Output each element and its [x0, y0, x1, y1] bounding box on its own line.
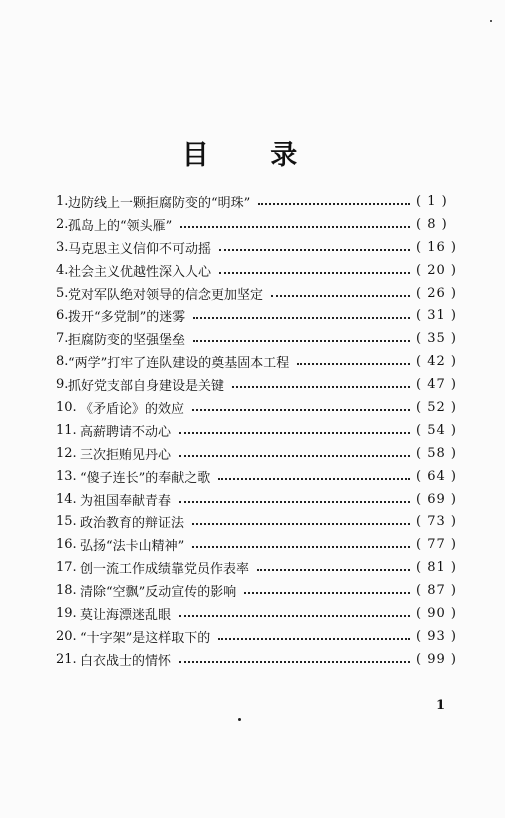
entry-page: ( 8 ): [416, 216, 448, 232]
toc-entry: [56, 213, 466, 236]
toc-entry: [56, 190, 466, 213]
toc-entry: [56, 396, 466, 419]
dot-leader: [218, 625, 410, 640]
toc-entry: [56, 350, 466, 373]
scan-speck: [490, 20, 492, 22]
dot-leader: [179, 442, 410, 457]
entry-page: ( 58 ): [416, 445, 457, 461]
entry-number: 14.: [56, 491, 77, 507]
entry-page: ( 1 ): [416, 193, 448, 209]
toc-entry: [56, 510, 466, 533]
toc-entry: [56, 236, 466, 259]
toc-entry: [56, 419, 466, 442]
dot-leader: [179, 488, 410, 503]
entry-page: ( 42 ): [416, 354, 457, 370]
entry-number: 21.: [56, 651, 77, 667]
entry-number: 20.: [56, 628, 77, 644]
entry-number: 12.: [56, 445, 77, 461]
entry-page: ( 77 ): [416, 537, 457, 553]
dot-leader: [192, 533, 410, 548]
entry-title: 拒腐防变的坚强堡垒: [68, 333, 186, 349]
toc-list: [56, 190, 466, 671]
toc-entry: [56, 465, 466, 488]
entry-title: 为祖国奉献青春: [80, 493, 172, 509]
entry-page: ( 87 ): [416, 583, 457, 599]
entry-title: 弘扬“法卡山精神”: [80, 539, 185, 555]
toc-entry: [56, 282, 466, 305]
entry-title: 白衣战士的情怀: [80, 653, 172, 669]
entry-number: 3.: [56, 239, 69, 255]
entry-title: “傻子连长”的奉献之歌: [80, 470, 211, 486]
dot-leader: [232, 373, 410, 388]
entry-title: 抓好党支部自身建设是关键: [68, 379, 225, 395]
dot-leader: [179, 419, 410, 434]
toc-entry: [56, 259, 466, 282]
toc-entry: [56, 602, 466, 625]
entry-page: ( 52 ): [416, 399, 457, 415]
entry-title: “十字架”是这样取下的: [80, 630, 211, 646]
entry-title: “两学”打牢了连队建设的奠基固本工程: [68, 356, 290, 372]
entry-number: 11.: [56, 422, 77, 438]
dot-leader: [193, 327, 410, 342]
dot-leader: [192, 396, 410, 411]
dot-leader: [258, 190, 410, 205]
entry-number: 16.: [56, 537, 77, 553]
entry-number: 5.: [56, 285, 69, 301]
entry-title: 边防线上一颗拒腐防变的“明珠”: [68, 195, 251, 211]
dot-leader: [179, 648, 410, 663]
entry-title: 政治教育的辩证法: [80, 516, 185, 532]
entry-number: 2.: [56, 216, 69, 232]
entry-number: 8.: [56, 354, 69, 370]
entry-number: 4.: [56, 262, 69, 278]
dot-leader: [257, 556, 410, 571]
entry-number: 6.: [56, 308, 69, 324]
scan-speck: [238, 718, 241, 721]
toc-entry: [56, 625, 466, 648]
entry-title: 莫让海漂迷乱眼: [80, 607, 172, 623]
dot-leader: [179, 602, 410, 617]
dot-leader: [219, 259, 410, 274]
toc-entry: [56, 648, 466, 671]
entry-page: ( 93 ): [416, 628, 457, 644]
entry-page: ( 73 ): [416, 514, 457, 530]
entry-title: 马克思主义信仰不可动摇: [68, 241, 212, 257]
toc-entry: [56, 556, 466, 579]
entry-page: ( 16 ): [416, 239, 457, 255]
entry-title: 社会主义优越性深入人心: [68, 264, 212, 280]
entry-page: ( 69 ): [416, 491, 457, 507]
entry-number: 17.: [56, 560, 77, 576]
entry-page: ( 54 ): [416, 422, 457, 438]
dot-leader: [193, 304, 410, 319]
entry-page: ( 20 ): [416, 262, 457, 278]
entry-title: 拨开“多党制”的迷雾: [68, 310, 186, 326]
dot-leader: [180, 213, 410, 228]
entry-number: 1.: [56, 193, 69, 209]
entry-title: 孤岛上的“领头雁”: [68, 218, 173, 234]
entry-number: 18.: [56, 583, 77, 599]
entry-title: 三次拒贿见丹心: [80, 447, 172, 463]
entry-number: 7.: [56, 331, 69, 347]
toc-entry: [56, 579, 466, 602]
entry-title: 清除“空飘”反动宣传的影响: [80, 585, 237, 601]
entry-number: 9.: [56, 377, 69, 393]
entry-page: ( 81 ): [416, 560, 457, 576]
entry-page: ( 26 ): [416, 285, 457, 301]
toc-entry: [56, 373, 466, 396]
entry-page: ( 99 ): [416, 651, 457, 667]
toc-entry: [56, 304, 466, 327]
toc-entry: [56, 488, 466, 511]
dot-leader: [297, 350, 410, 365]
entry-title: 《矛盾论》的效应: [80, 401, 185, 417]
toc-entry: [56, 533, 466, 556]
entry-page: ( 90 ): [416, 605, 457, 621]
toc-entry: [56, 442, 466, 465]
toc-entry: [56, 327, 466, 350]
entry-number: 10.: [56, 399, 77, 415]
entry-title: 党对军队绝对领导的信念更加坚定: [68, 287, 264, 303]
entry-page: ( 35 ): [416, 331, 457, 347]
page-number: 1: [436, 698, 446, 713]
dot-leader: [218, 465, 410, 480]
entry-number: 19.: [56, 605, 77, 621]
page-title: 目 录: [181, 140, 324, 171]
entry-page: ( 64 ): [416, 468, 457, 484]
entry-title: 高薪聘请不动心: [80, 424, 172, 440]
entry-title: 创一流工作成绩靠党员作表率: [80, 562, 250, 578]
entry-number: 15.: [56, 514, 77, 530]
entry-number: 13.: [56, 468, 77, 484]
entry-page: ( 47 ): [416, 377, 457, 393]
dot-leader: [192, 510, 410, 525]
dot-leader: [219, 236, 410, 251]
dot-leader: [271, 282, 410, 297]
entry-page: ( 31 ): [416, 308, 457, 324]
dot-leader: [244, 579, 410, 594]
